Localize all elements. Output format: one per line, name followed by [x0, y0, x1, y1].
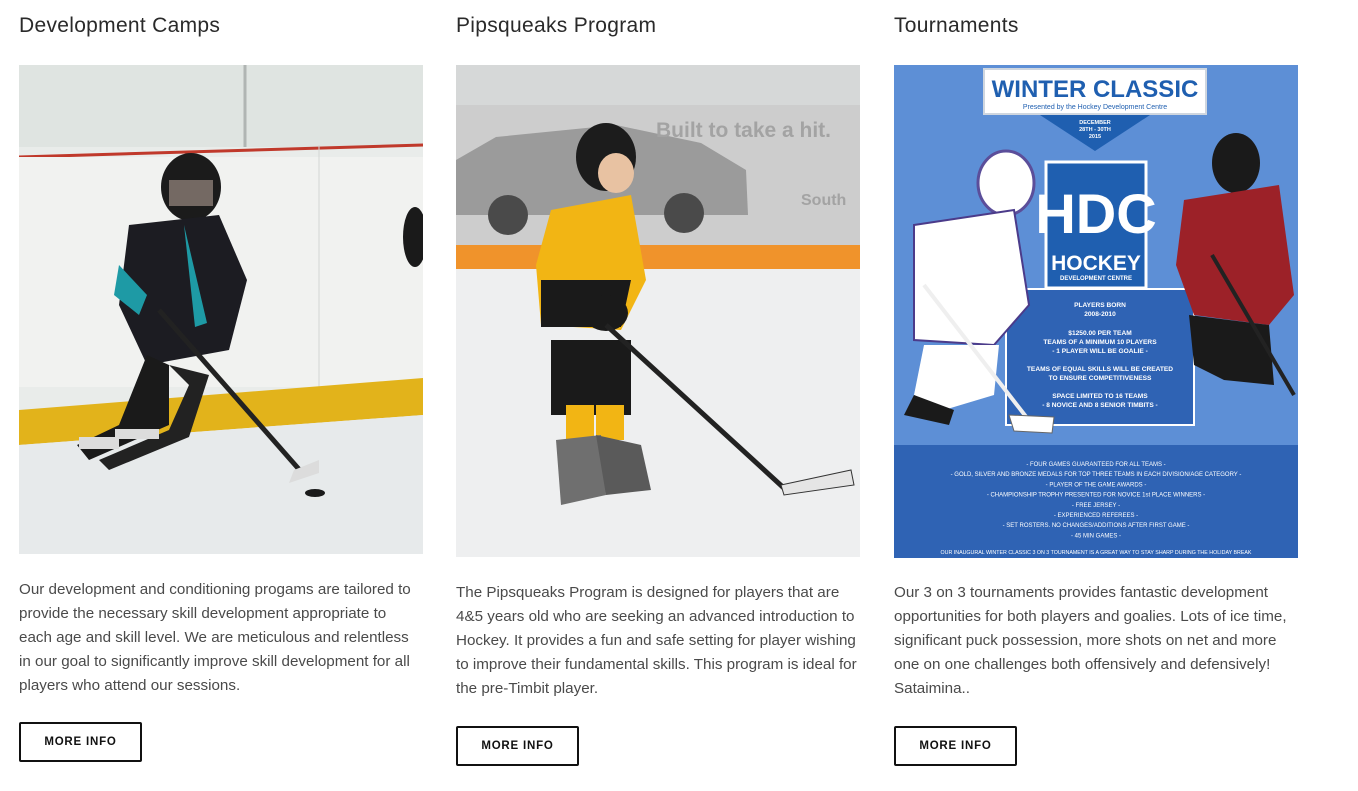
- poster-info-line: TO ENSURE COMPETITIVENESS: [1048, 375, 1152, 382]
- poster-bullet-line: - SET ROSTERS. NO CHANGES/ADDITIONS AFTER FIRST GAME -: [1002, 523, 1190, 530]
- poster-date-days: 28TH - 30TH: [1079, 127, 1111, 133]
- poster-logo-sub: DEVELOPMENT CENTRE: [1059, 276, 1133, 282]
- poster-info-line: SPACE LIMITED TO 16 TEAMS: [1052, 393, 1148, 400]
- poster-info-line: TEAMS OF A MINIMUM 10 PLAYERS: [1043, 339, 1157, 346]
- poster-info-line: - 1 PLAYER WILL BE GOALIE -: [1052, 348, 1148, 355]
- poster-info-line: $1250.00 PER TEAM: [1068, 330, 1132, 337]
- poster-footer: OUR INAUGURAL WINTER CLASSIC 3 ON 3 TOURNAMENT IS A GREAT WAY TO STAY SHARP DURING THE HOLIDAY BREAK: [940, 550, 1252, 556]
- poster-presented: Presented by the Hockey Development Centre: [1022, 104, 1168, 111]
- more-info-button[interactable]: MORE INFO: [456, 726, 579, 766]
- section-description: The Pipsqueaks Program is designed for players that are 4&5 years old who are seeking an advanced introduction to Hockey. It provides a fun and safe setting for player wishing to improve their fundamental skills. This program is ideal for the pre-Timbit player.: [456, 584, 857, 697]
- section-title: Pipsqueaks Program: [456, 14, 657, 37]
- poster-bullet-line: - CHAMPIONSHIP TROPHY PRESENTED FOR NOVICE 1st PLACE WINNERS -: [986, 492, 1206, 499]
- poster-date-month: DECEMBER: [1079, 120, 1111, 126]
- poster-bullet-line: - GOLD, SILVER AND BRONZE MEDALS FOR TOP THREE TEAMS IN EACH DIVISION/AGE CATEGORY -: [950, 472, 1242, 479]
- poster-bullet-line: - FOUR GAMES GUARANTEED FOR ALL TEAMS -: [1026, 462, 1166, 468]
- section-title: Tournaments: [894, 14, 1019, 37]
- poster-bullet-line: - PLAYER OF THE GAME AWARDS -: [1045, 482, 1147, 489]
- board-ad-text: Built to take a hit.: [656, 119, 832, 142]
- development-camps-photo: [19, 65, 423, 554]
- section-description: Our 3 on 3 tournaments provides fantastic development opportunities for both players and goalies. Lots of ice time, significant puck possession, more shots on net and more one on one challenges both offensively and defensively! Sataimina..: [894, 584, 1287, 697]
- poster-headline: WINTER CLASSIC: [991, 76, 1199, 103]
- poster-bullet-line: - 45 MIN GAMES -: [1070, 533, 1122, 540]
- more-info-button[interactable]: MORE INFO: [894, 726, 1017, 766]
- poster-bullet-line: - FREE JERSEY -: [1071, 502, 1121, 509]
- poster-info-line: TEAMS OF EQUAL SKILLS WILL BE CREATED: [1026, 366, 1174, 373]
- poster-info-line: PLAYERS BORN: [1074, 302, 1126, 309]
- poster-info-line: - 8 NOVICE AND 8 SENIOR TIMBITS -: [1042, 402, 1158, 409]
- section-description: Our development and conditioning progams are tailored to provide the necessary skill development appropriate to each age and skill level. We are meticulous and relentless in our goal to significantly improve skill development for all players who attend our sessions.: [19, 581, 411, 694]
- poster-logo-letters: HDC: [1035, 182, 1157, 245]
- poster-bullet-line: - EXPERIENCED REFEREES -: [1053, 513, 1139, 519]
- winter-classic-poster: [894, 65, 1298, 558]
- pipsqueaks-photo: [456, 65, 860, 557]
- poster-logo-word: HOCKEY: [1051, 252, 1141, 275]
- more-info-button[interactable]: MORE INFO: [19, 722, 142, 762]
- poster-date-year: 2015: [1088, 134, 1102, 140]
- board-ad-subtext: South: [801, 192, 847, 209]
- section-title: Development Camps: [19, 14, 221, 37]
- poster-info-line: 2008-2010: [1084, 311, 1116, 318]
